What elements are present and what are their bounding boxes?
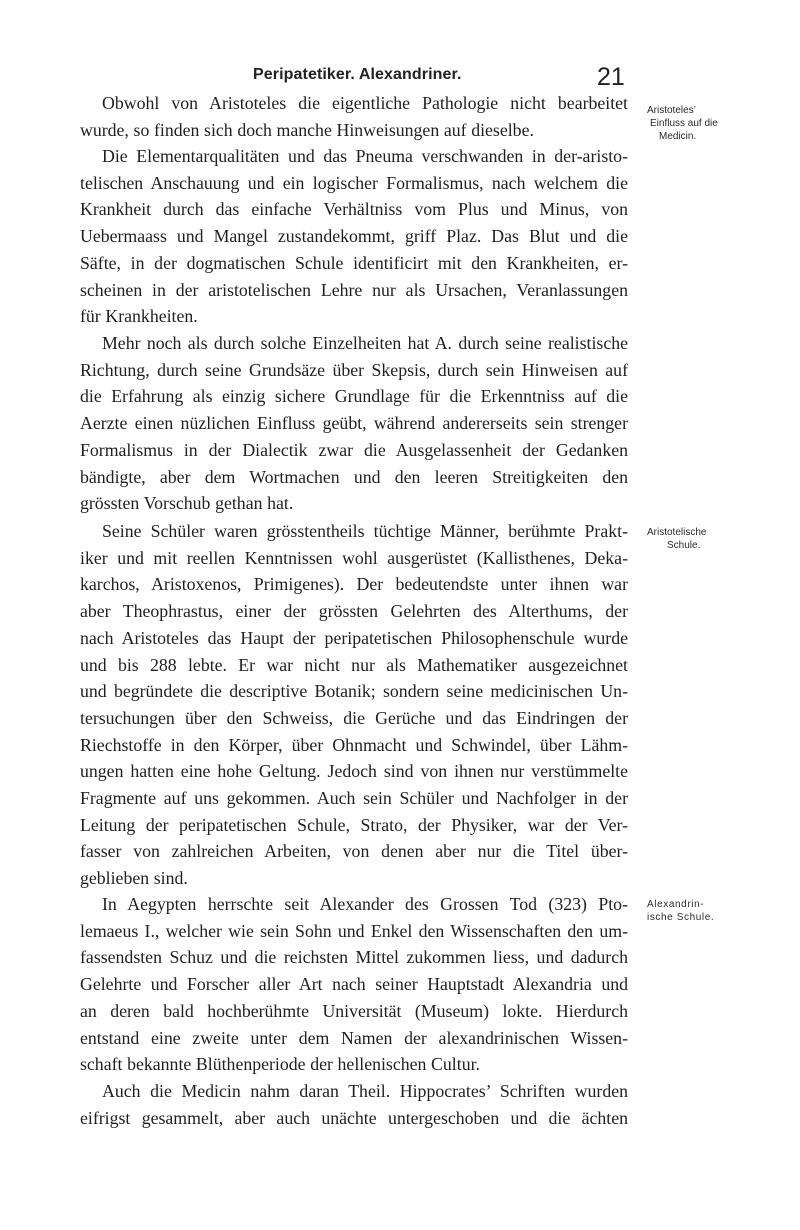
page-number: 21: [597, 63, 625, 91]
text-line: Seine Schüler waren grösstentheils tüchtige Männer, berühmte Prakt-: [102, 521, 628, 541]
text-line: lemaeus I., welcher wie sein Sohn und Enkel den Wissenschaften den um-: [80, 920, 628, 941]
text-line: Säfte, in der dogmatischen Schule identificirt mit den Krankheiten, er-: [80, 252, 628, 273]
text-line: entstand eine zweite unter dem Namen der alexandrinischen Wissen-: [80, 1027, 628, 1048]
text-line: In Aegypten herrschte seit Alexander des Grossen Tod (323) Pto-: [102, 894, 628, 914]
text-line: geblieben sind.: [80, 868, 188, 889]
text-line: an deren bald hochberühmte Universität (Museum) lokte. Hierdurch: [80, 1000, 628, 1021]
page-header: [0, 62, 800, 92]
text-line: schaft bekannte Blüthenperiode der hellenischen Cultur.: [80, 1054, 480, 1075]
text-line: bändigte, aber dem Wortmachen und den leeren Streitigkeiten den: [80, 466, 628, 487]
marginal-note-line: Aristotelische: [647, 527, 707, 538]
text-line: wurde, so finden sich doch manche Hinweisungen auf dieselbe.: [80, 119, 534, 140]
text-line: karchos, Aristoxenos, Primigenes). Der bedeutendste unter ihnen war: [80, 574, 628, 595]
marginal-note-line: Einfluss auf die: [650, 118, 718, 129]
text-line: für Krankheiten.: [80, 306, 198, 327]
text-line: grössten Vorschub gethan hat.: [80, 493, 294, 514]
marginal-note-aristotelische-schule: [647, 526, 797, 552]
paragraph-aegypten: [80, 891, 628, 1078]
text-line: Obwohl von Aristoteles die eigentliche Pathologie nicht bearbeitet: [102, 93, 628, 113]
text-line: eifrigst gesammelt, aber auch unächte untergeschoben und die ächten: [80, 1107, 628, 1128]
marginal-note-line: Aristoteles’: [647, 105, 696, 116]
marginal-note-line: Medicin.: [659, 131, 697, 142]
marginal-note-line: ische Schule.: [647, 912, 715, 923]
text-line: iker und mit reellen Kenntnissen wohl ausgerüstet (Kallisthenes, Deka-: [80, 547, 628, 568]
text-line: Uebermaass und Mangel zustandekommt, griff Plaz. Das Blut und die: [80, 226, 628, 247]
paragraph-elementarqualitaeten: [80, 143, 628, 330]
text-line: aber Theophrastus, einer der grössten Gelehrten des Alterthums, der: [80, 601, 628, 622]
text-line: Krankheit durch das einfache Verhältniss vom Plus und Minus, von: [80, 199, 628, 220]
text-line: Aerzte einen nüzlichen Einfluss geübt, während andererseits sein strenger: [80, 413, 628, 434]
text-line: Gelehrte und Forscher aller Art nach seiner Hauptstadt Alexandria und: [80, 974, 628, 995]
text-line: und bis 288 lebte. Er war nicht nur als Mathematiker ausgezeichnet: [80, 654, 628, 675]
marginal-note-alexandrinische-schule: [647, 898, 797, 924]
text-line: scheinen in der aristotelischen Lehre nur als Ursachen, Veranlassungen: [80, 279, 628, 300]
text-line: Formalismus in der Dialectik zwar die Ausgelassenheit der Gedanken: [80, 439, 628, 460]
paragraph-medicin: [80, 1078, 628, 1131]
marginal-note-aristoteles-einfluss: [647, 104, 797, 143]
text-line: Leitung der peripatetischen Schule, Strato, der Physiker, war der Ver-: [80, 814, 628, 835]
text-line: Auch die Medicin nahm daran Theil. Hippocrates’ Schriften wurden: [102, 1081, 628, 1101]
text-line: Mehr noch als durch solche Einzelheiten hat A. durch seine realistische: [102, 333, 628, 353]
text-line: telischen Anschauung und ein logischer Formalismus, nach welchem die: [80, 172, 628, 193]
text-line: tersuchungen über den Schweiss, die Gerüche und das Eindringen der: [80, 707, 628, 728]
text-line: fasser von zahlreichen Arbeiten, von denen aber nur die Titel über-: [80, 841, 628, 862]
marginal-note-line: Schule.: [667, 540, 701, 551]
marginal-note-line: Alexandrin-: [647, 899, 705, 910]
running-title: Peripatetiker. Alexandriner.: [253, 66, 462, 83]
text-line: und begründete die descriptive Botanik; sondern seine medicinischen Un-: [80, 681, 628, 702]
text-line: ungen hatten eine hohe Geltung. Jedoch sind von ihnen nur verstümmelte: [80, 761, 628, 782]
text-line: fassendsten Schuz und die reichsten Mittel zukommen liess, und dadurch: [80, 947, 628, 968]
paragraph-realistische-richtung: [80, 330, 628, 517]
paragraph-schueler: [80, 518, 628, 892]
paragraph-aristoteles-pathologie: [80, 90, 628, 143]
text-line: Richtung, durch seine Grundsäze über Skepsis, durch sein Hinweisen auf: [80, 359, 628, 380]
text-line: nach Aristoteles das Haupt der peripatetischen Philosophenschule wurde: [80, 627, 628, 648]
text-line: die Erfahrung als einzig sichere Grundlage für die Erkenntniss auf die: [80, 386, 628, 407]
text-line: Riechstoffe in den Körper, über Ohnmacht und Schwindel, über Lähm-: [80, 734, 628, 755]
text-line: Fragmente auf uns gekommen. Auch sein Schüler und Nachfolger in der: [80, 788, 628, 809]
text-line: Die Elementarqualitäten und das Pneuma verschwanden in der-aristo-: [102, 146, 628, 166]
